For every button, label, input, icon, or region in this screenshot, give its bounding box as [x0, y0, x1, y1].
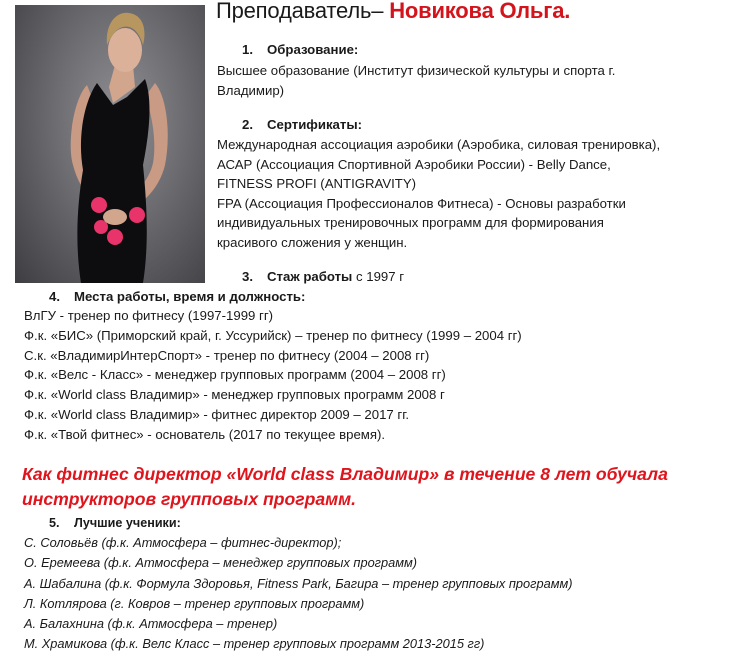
highlight-line: инструкторов групповых программ. [22, 489, 357, 509]
page-title [216, 0, 570, 24]
student-item: А. Шабалина (ф.к. Формула Здоровья, Fitness Park, Багира – тренер групповых программ) [24, 575, 573, 591]
workplace-item: Ф.к. «БИС» (Приморский край, г. Уссурийск) – тренер по фитнесу (1999 – 2004 гг) [24, 327, 522, 343]
certificates-text [217, 135, 660, 253]
certificate-line: АСАР (Ассоциация Спортивной Аэробики России) - Belly Dance, [217, 156, 611, 172]
education-number: 1. [242, 42, 253, 57]
student-item: А. Балахнина (ф.к. Атмосфера – тренер) [24, 616, 278, 632]
certificate-line: индивидуальных тренировочных программ для формирования [217, 215, 604, 231]
experience-heading [242, 267, 404, 287]
workplace-item: Ф.к. «World class Владимир» - менеджер групповых программ 2008 г [24, 387, 445, 403]
workplaces-title: Места работы, время и должность: [74, 289, 306, 304]
certificate-line: Международная ассоциация аэробики (Аэробика, силовая тренировка), [217, 137, 661, 152]
certificates-heading [242, 115, 362, 135]
student-item: С. Соловьёв (ф.к. Атмосфера – фитнес-директор); [24, 535, 342, 550]
certificates-number: 2. [242, 117, 253, 132]
portrait-icon [15, 5, 205, 283]
title-prefix: Преподаватель– [216, 0, 390, 23]
experience-title: Стаж работы [267, 269, 353, 284]
teacher-name: Новикова Ольга. [389, 0, 571, 23]
certificates-title: Сертификаты: [267, 117, 362, 132]
education-line: Высшее образование (Институт физической культуры и спорта г. [217, 63, 616, 78]
workplace-item: С.к. «ВладимирИнтерСпорт» - тренер по фитнесу (2004 – 2008 гг) [24, 347, 430, 363]
workplaces-number: 4. [49, 289, 60, 304]
education-heading [242, 40, 358, 60]
experience-value: с 1997 г [352, 269, 405, 284]
highlight-note [22, 462, 668, 512]
student-item: Л. Котлярова (г. Ковров – тренер групповых программ) [24, 595, 365, 611]
workplace-item: Ф.к. «Велс - Класс» - менеджер групповых программ (2004 – 2008 гг) [24, 367, 446, 383]
education-title: Образование: [267, 42, 359, 57]
workplaces-list [24, 306, 522, 445]
workplace-item: Ф.к. «World class Владимир» - фитнес директор 2009 – 2017 гг. [24, 406, 410, 422]
workplaces-heading [49, 287, 305, 307]
education-text [217, 61, 615, 100]
experience-number: 3. [242, 269, 253, 284]
portrait-photo [15, 5, 205, 283]
students-heading [49, 514, 181, 534]
student-item: О. Еремеева (ф.к. Атмосфера – менеджер групповых программ) [24, 555, 418, 571]
workplace-item: ВлГУ - тренер по фитнесу (1997-1999 гг) [24, 308, 274, 323]
certificate-line: FPA (Ассоциация Профессионалов Фитнеса) - Основы разработки [217, 195, 626, 211]
education-line: Владимир) [217, 82, 285, 98]
workplace-item: Ф.к. «Твой фитнес» - основатель (2017 по текущее время). [24, 426, 386, 442]
students-title: Лучшие ученики: [74, 516, 181, 530]
students-number: 5. [49, 516, 60, 530]
student-item: М. Храмикова (ф.к. Велс Класс – тренер групповых программ 2013-2015 гг) [24, 636, 485, 652]
certificate-line: красивого сложения у женщин. [217, 234, 408, 250]
students-list [24, 533, 573, 655]
certificate-line: FITNESS PROFI (ANTIGRAVITY) [217, 176, 417, 192]
highlight-line: Как фитнес директор «World class Владимир» в течение 8 лет обучала [22, 464, 668, 484]
